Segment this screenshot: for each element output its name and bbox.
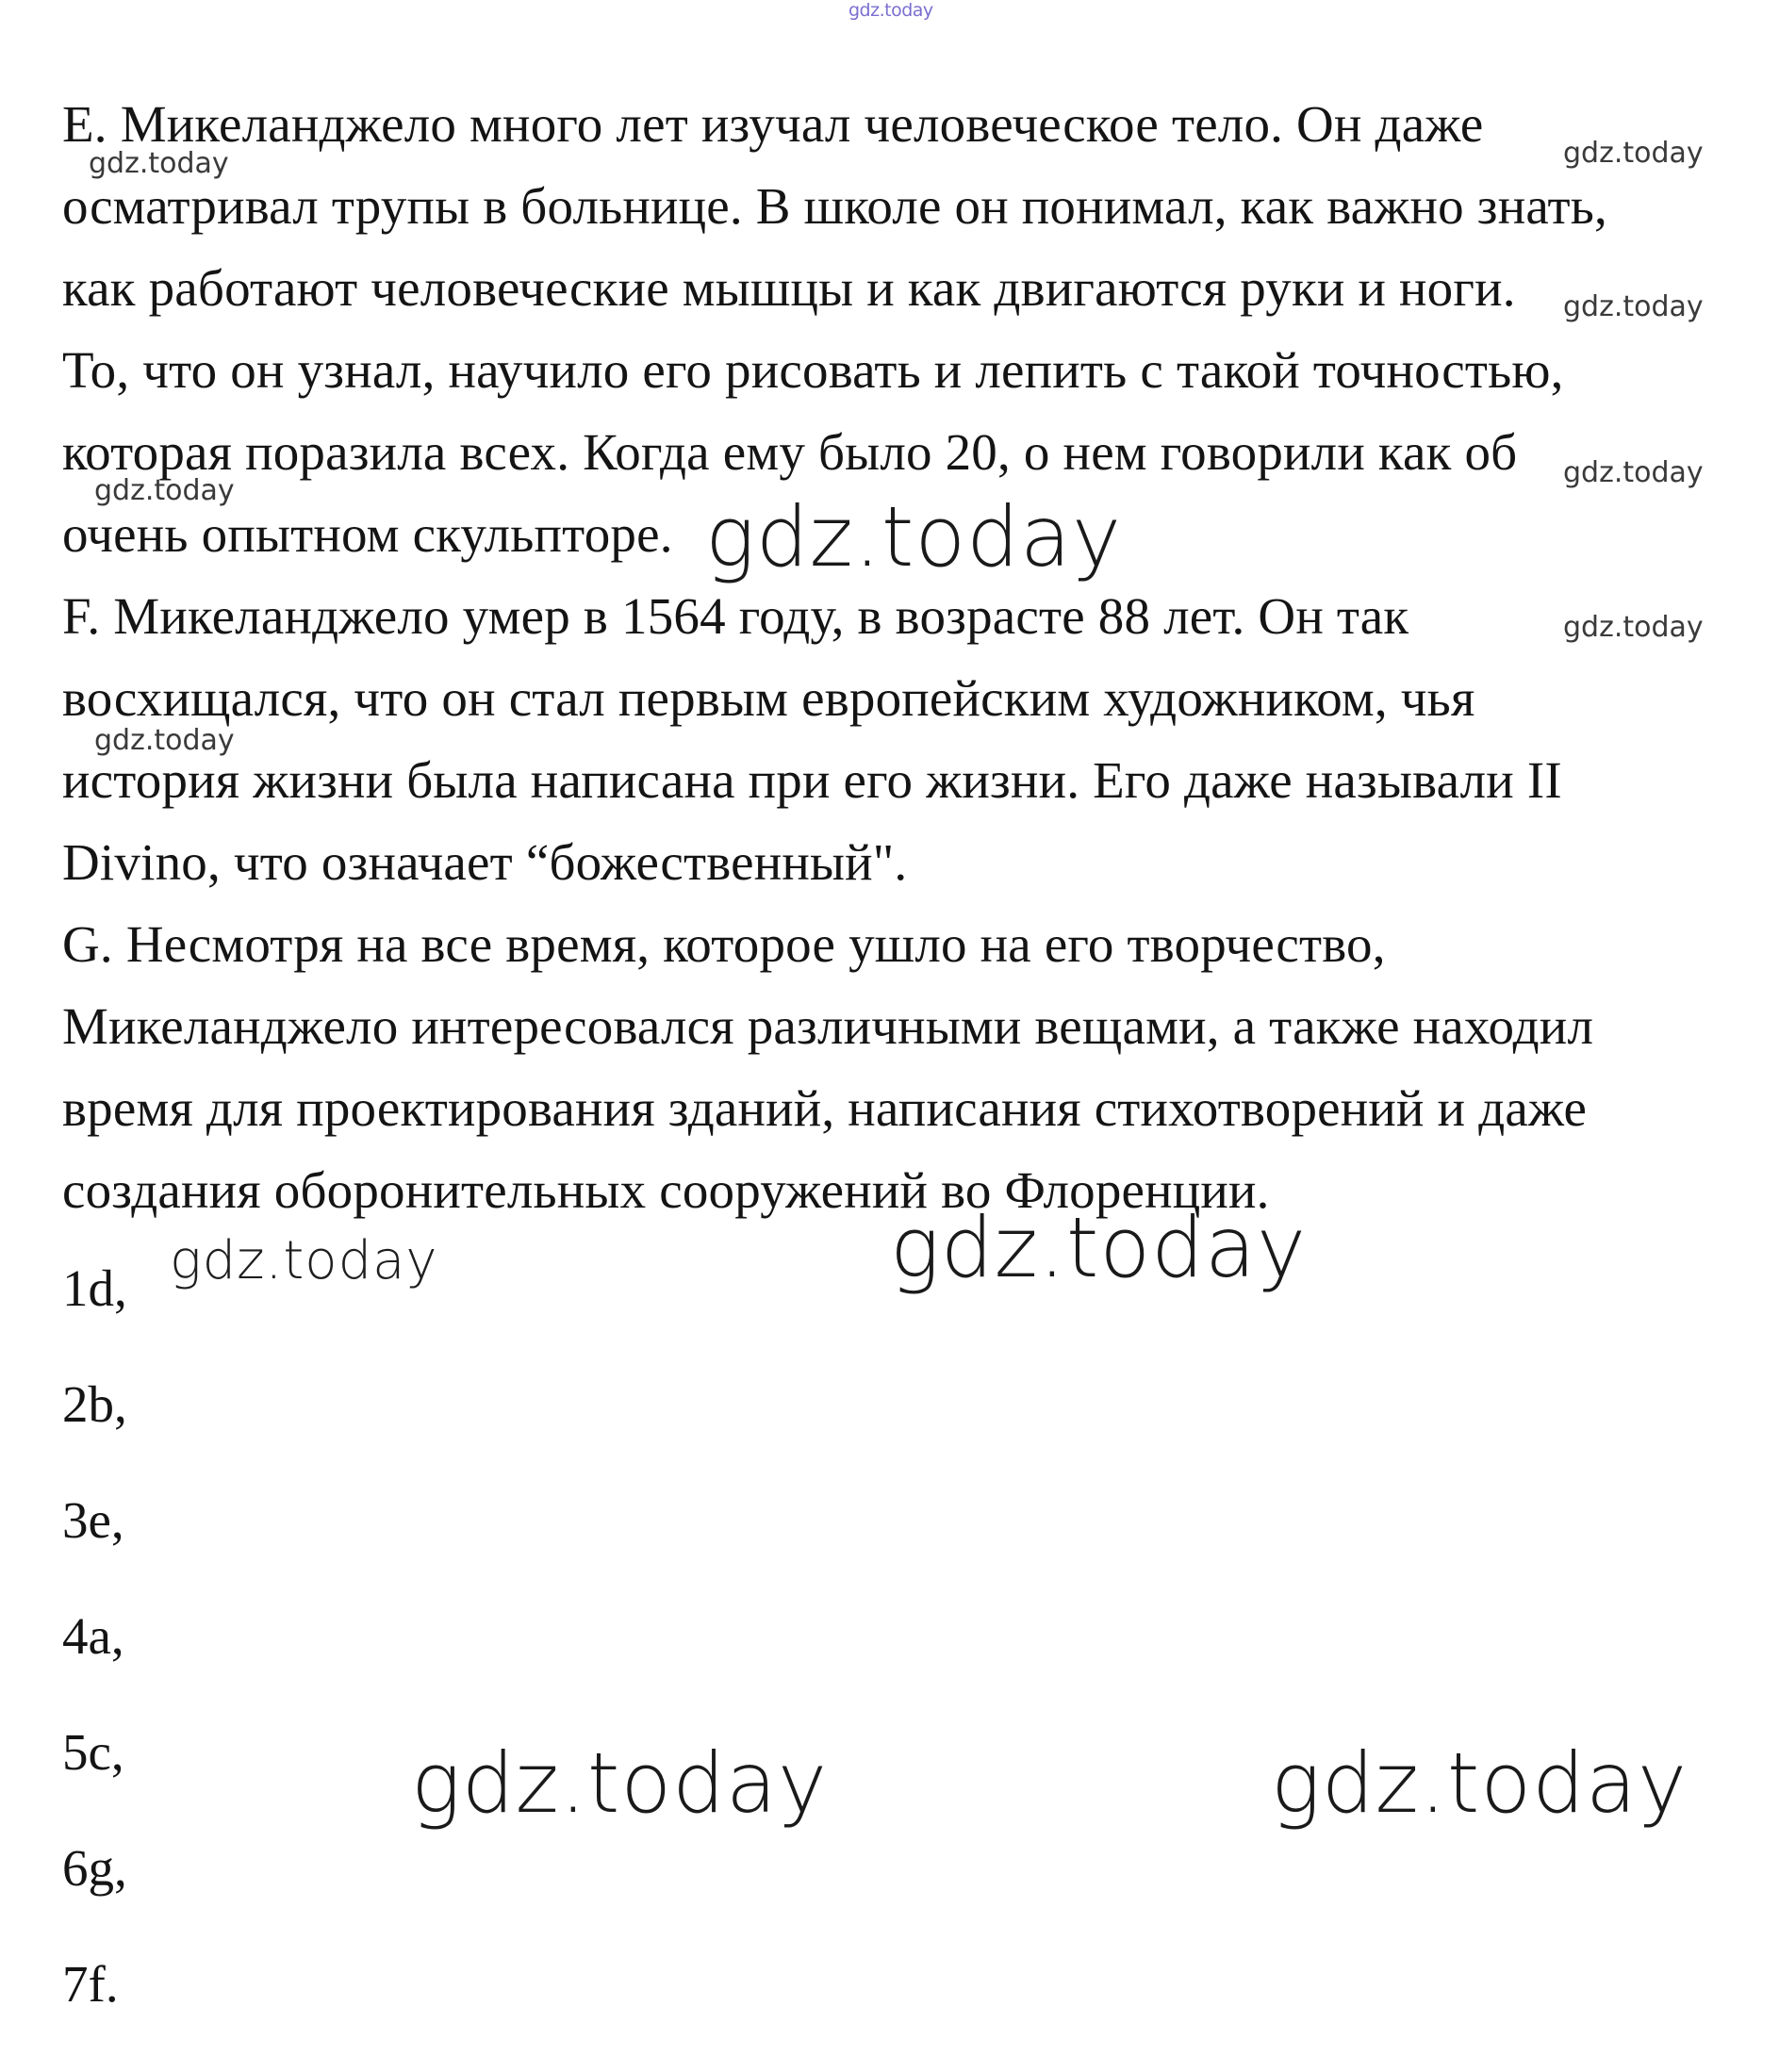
answer-item: 5c, bbox=[62, 1723, 124, 1781]
text-line: создания оборонительных сооружений во Флоренции. bbox=[62, 1161, 1270, 1219]
answer-list bbox=[62, 1260, 127, 2072]
answer-item: 3e, bbox=[62, 1491, 124, 1549]
text-line: история жизни была написана при его жизни. Его даже называли II bbox=[62, 751, 1562, 809]
paragraph-f bbox=[62, 575, 1703, 903]
text-line: время для проектирования зданий, написания стихотворений и даже bbox=[62, 1079, 1588, 1137]
text-line: восхищался, что он стал первым европейским художником, чья bbox=[62, 669, 1475, 727]
answer-item: 7f. bbox=[62, 1955, 119, 2013]
watermark: gdz.today bbox=[89, 147, 229, 180]
watermark: gdz.today bbox=[94, 474, 235, 507]
text-line: Микеланджело интересовался различными вещами, а также находил bbox=[62, 997, 1594, 1055]
watermark: gdz.today bbox=[1563, 137, 1704, 170]
watermark: gdz.today bbox=[1563, 456, 1704, 489]
answer-item: 4a, bbox=[62, 1607, 124, 1665]
text-line: То, что он узнал, научило его рисовать и лепить с такой точностью, bbox=[62, 341, 1564, 399]
answer-item: 1d, bbox=[62, 1259, 127, 1317]
text-line: E. Микеланджело много лет изучал человеческое тело. Он даже bbox=[62, 95, 1484, 153]
watermark: gdz.today bbox=[1563, 290, 1704, 323]
text-line: которая поразила всех. Когда ему было 20, о нем говорили как об bbox=[62, 423, 1518, 481]
text-line: осматривал трупы в больнице. В школе он понимал, как важно знать, bbox=[62, 177, 1607, 235]
text-line: очень опытном скульпторе. bbox=[62, 505, 673, 563]
watermark: gdz.today bbox=[1563, 611, 1704, 644]
text-line: Divino, что означает “божественный". bbox=[62, 833, 908, 891]
text-line: F. Микеланджело умер в 1564 году, в возрасте 88 лет. Он так bbox=[62, 587, 1409, 645]
paragraph-g bbox=[62, 903, 1703, 1231]
watermark: gdz.today bbox=[94, 724, 235, 757]
text-line: G. Несмотря на все время, которое ушло на его творчество, bbox=[62, 915, 1386, 973]
watermark: gdz.today bbox=[848, 0, 933, 21]
watermark: gdz.today bbox=[1271, 1735, 1688, 1832]
watermark: gdz.today bbox=[170, 1230, 438, 1291]
watermark: gdz.today bbox=[411, 1735, 829, 1832]
watermark: gdz.today bbox=[705, 488, 1123, 585]
text-line: как работают человеческие мышцы и как двигаются руки и ноги. bbox=[62, 259, 1516, 317]
answer-item: 2b, bbox=[62, 1375, 127, 1433]
answer-item: 6g, bbox=[62, 1839, 127, 1897]
text-body bbox=[62, 83, 1703, 1231]
watermark: gdz.today bbox=[890, 1199, 1308, 1296]
